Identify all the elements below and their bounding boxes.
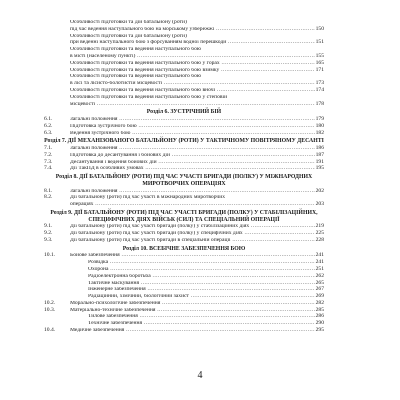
toc-entry bbox=[44, 74, 324, 81]
toc-entry-title: під час ведення наступального бою на морському узбережжі ..... bbox=[70, 27, 315, 33]
page-number: 4 bbox=[197, 370, 203, 381]
toc-entry-page: 265 bbox=[315, 279, 324, 286]
toc-entry-title: Підготовка зустрічного бою ..... bbox=[70, 124, 315, 130]
toc-entry-title: Особливості підготовки та ведення наступального бою у степовій bbox=[70, 94, 228, 100]
toc-entry-title: Особливості підготовки та ведення наступального бою взимку ..... bbox=[70, 68, 315, 74]
toc-entry-page: 228 bbox=[315, 236, 324, 243]
toc-entry-page: 285 bbox=[315, 306, 324, 313]
toc-entry-title: Дії ТакПД в особливих умовах ..... bbox=[70, 166, 315, 172]
toc-entry-number: 10.2. bbox=[44, 299, 56, 306]
toc-entry bbox=[44, 267, 324, 274]
toc-entry bbox=[44, 321, 324, 328]
toc-entry-title: Інженерне забезпечення ..... bbox=[88, 287, 315, 293]
section-heading: Розділ 9. ДІЇ БАТАЛЬЙОНУ (РОТИ) ПІД ЧАС УЧАСТІ БРИГАДИ (ПОЛКУ) У СТАБІЛІЗАЦІЙНИХ, СПЕЦИФІЧНИХ ДІЯХ ВІЙСЬК (СИЛ) ТА СПЕЦІАЛЬНИЙ ОПЕРАЦІЇ bbox=[50, 209, 318, 223]
toc-entry-title: Десантування і ведення бойових дій ..... bbox=[70, 160, 315, 166]
toc-entry-title: при веденні наступального бою з форсуванням водної перешкоди ..... bbox=[70, 40, 315, 46]
toc-entry-title: Особливості підготовки та дій батальйону (роти) bbox=[70, 33, 187, 39]
toc-entry-page: 219 bbox=[315, 223, 324, 230]
toc-entry-page: 182 bbox=[315, 129, 324, 136]
toc-entry-number: 7.1. bbox=[44, 145, 53, 152]
toc-entry-page: 187 bbox=[315, 151, 324, 158]
toc-entry-title: Загальні положення ..... bbox=[70, 146, 315, 152]
toc-entry bbox=[44, 281, 324, 288]
toc-entry-page: 173 bbox=[315, 80, 324, 87]
toc-entry-page: 202 bbox=[315, 187, 324, 194]
toc-entry-page: 251 bbox=[315, 265, 324, 272]
toc-entry-page: 203 bbox=[315, 201, 324, 208]
toc-entry-page: 151 bbox=[315, 39, 324, 46]
toc-entry-page: 282 bbox=[315, 299, 324, 306]
toc-entry bbox=[44, 202, 324, 209]
toc-entry bbox=[44, 27, 324, 34]
section-heading: Розділ 10. ВСЕБІЧНЕ ЗАБЕЗПЕЧЕННЯ БОЮ bbox=[122, 245, 246, 252]
toc-entry-title: Загальні положення ..... bbox=[70, 189, 315, 195]
toc-entry bbox=[44, 20, 324, 27]
toc-entry-page: 225 bbox=[315, 230, 324, 237]
toc-entry-title: Особливості підготовки та ведення наступального бою вночі ..... bbox=[70, 88, 315, 94]
toc-entry-number: 10.1. bbox=[44, 252, 56, 259]
toc-entry-page: 178 bbox=[315, 100, 324, 107]
toc-entry-page: 290 bbox=[315, 320, 324, 327]
toc-entry bbox=[44, 102, 324, 109]
toc-entry-page: 269 bbox=[315, 293, 324, 300]
toc-entry bbox=[44, 314, 324, 321]
section-heading: Розділ 6. ЗУСТРІЧНИЙ БІЙ bbox=[146, 109, 222, 116]
toc-entry bbox=[44, 117, 324, 124]
toc-entry-page: 295 bbox=[315, 327, 324, 334]
toc-entry-number: 6.2. bbox=[44, 122, 53, 129]
toc-entry-number: 8.1. bbox=[44, 187, 53, 194]
toc-entry bbox=[44, 328, 324, 335]
toc-entry bbox=[44, 146, 324, 153]
toc-entry-title: Особливості підготовки та ведення наступального бою bbox=[70, 74, 202, 80]
toc-entry-number: 9.3. bbox=[44, 236, 53, 243]
toc-entry-page: 179 bbox=[315, 116, 324, 123]
toc-entry-title: Бойове забезпечення ..... bbox=[70, 253, 315, 259]
toc-entry-title: Особливості підготовки та ведення наступального бою bbox=[70, 47, 202, 53]
section-heading: Розділ 8. ДІЇ БАТАЛЬЙОНУ (РОТИ) ПІД ЧАС УЧАСТІ БРИГАДИ (ПОЛКУ) У МІЖНАРОДНИХ МИРОТВОРЧИХ ОПЕРАЦІЯХ bbox=[55, 174, 313, 187]
toc-entry-title: Підготовка до десантування і бойових дій ..... bbox=[70, 153, 315, 159]
table-of-contents bbox=[44, 20, 324, 335]
toc-entry bbox=[44, 287, 324, 294]
toc-entry bbox=[44, 166, 324, 173]
toc-entry-page: 165 bbox=[315, 59, 324, 66]
toc-entry bbox=[44, 88, 324, 95]
section-heading: Розділ 7. ДІЇ МЕХАНІЗОВАНОГО БАТАЛЬЙОНУ (РОТИ) У ТАКТИЧНОМУ ПОВІТРЯНОМУ ДЕСАНТІ bbox=[44, 138, 324, 145]
toc-entry-title: Медичне забезпечення ..... bbox=[70, 328, 315, 334]
toc-entry-title: Дії батальйону (роти) під час участі бригади (полку) у стабілізаційних діях ..... bbox=[70, 224, 315, 230]
toc-entry-title: Тактичне маскування ..... bbox=[88, 281, 315, 287]
toc-entry-title: Технічне забезпечення ..... bbox=[88, 321, 315, 327]
toc-entry-page: 191 bbox=[315, 158, 324, 165]
toc-entry-number: 8.2. bbox=[44, 194, 53, 201]
toc-entry-page: 186 bbox=[315, 145, 324, 152]
toc-entry-page: 241 bbox=[315, 259, 324, 266]
toc-entry-title: в місті (населеному пункті) ..... bbox=[70, 54, 315, 60]
toc-entry-page: 174 bbox=[315, 86, 324, 93]
toc-entry bbox=[44, 301, 324, 308]
toc-entry-number: 7.4. bbox=[44, 165, 53, 172]
toc-entry bbox=[44, 308, 324, 315]
toc-entry-title: Радіаційний, хімічний, біологічний захист ..... bbox=[88, 294, 315, 300]
toc-entry-number: 10.4. bbox=[44, 327, 56, 334]
toc-entry bbox=[44, 153, 324, 160]
toc-entry bbox=[44, 195, 324, 202]
toc-entry-title: Тилове забезпечення ..... bbox=[88, 314, 315, 320]
toc-entry bbox=[44, 253, 324, 260]
toc-entry-page: 241 bbox=[315, 252, 324, 259]
toc-entry-number: 6.1. bbox=[44, 116, 53, 123]
toc-entry-title: операціях ..... bbox=[70, 202, 315, 208]
toc-entry-page: 150 bbox=[315, 25, 324, 32]
toc-entry-title: Ведення зустрічного бою ..... bbox=[70, 131, 315, 137]
toc-entry bbox=[44, 95, 324, 102]
toc-entry-page: 171 bbox=[315, 66, 324, 73]
toc-entry-number: 10.3. bbox=[44, 306, 56, 313]
toc-entry bbox=[44, 224, 324, 231]
toc-entry bbox=[44, 238, 324, 245]
toc-entry bbox=[44, 47, 324, 54]
toc-entry-number: 6.3. bbox=[44, 129, 53, 136]
toc-entry-page: 286 bbox=[315, 313, 324, 320]
toc-entry bbox=[44, 274, 324, 281]
toc-entry-title: Дії батальйону (роти) під час участі бригади в спеціальній операції ..... bbox=[70, 238, 315, 244]
toc-entry bbox=[44, 189, 324, 196]
toc-entry-page: 180 bbox=[315, 122, 324, 129]
toc-entry-title: в лісі та лісисто-болотистій місцевості ..... bbox=[70, 81, 315, 87]
toc-entry-number: 7.3. bbox=[44, 158, 53, 165]
toc-entry-page: 195 bbox=[315, 165, 324, 172]
toc-entry-title: місцевості ..... bbox=[70, 102, 315, 108]
toc-entry-number: 9.1. bbox=[44, 223, 53, 230]
toc-entry bbox=[44, 81, 324, 88]
toc-entry bbox=[44, 231, 324, 238]
toc-entry bbox=[44, 40, 324, 47]
toc-entry bbox=[44, 61, 324, 68]
toc-entry bbox=[44, 294, 324, 301]
toc-entry-number: 9.2. bbox=[44, 230, 53, 237]
toc-entry-page: 155 bbox=[315, 52, 324, 59]
toc-entry-page: 262 bbox=[315, 272, 324, 279]
toc-entry-page: 267 bbox=[315, 286, 324, 293]
toc-entry-title: Дії батальйону (роти) під час участі в міжнародних миротворчих bbox=[70, 195, 225, 201]
toc-entry-title: Матеріально-технічне забезпечення ..... bbox=[70, 308, 315, 314]
toc-entry bbox=[44, 260, 324, 267]
toc-entry bbox=[44, 124, 324, 131]
toc-entry-title: Морально-психологічне забезпечення ..... bbox=[70, 301, 315, 307]
toc-entry-title: Розвідка ..... bbox=[88, 260, 315, 266]
toc-entry bbox=[44, 68, 324, 75]
toc-entry-title: Особливості підготовки та дій батальйону (роти) bbox=[70, 20, 187, 25]
toc-entry bbox=[44, 34, 324, 41]
toc-entry bbox=[44, 54, 324, 61]
toc-entry bbox=[44, 160, 324, 167]
toc-entry-title: Загальні положення ..... bbox=[70, 117, 315, 123]
toc-entry-title: Радіоелектронна боротьба ..... bbox=[88, 274, 315, 280]
toc-entry-number: 7.2. bbox=[44, 151, 53, 158]
toc-entry bbox=[44, 131, 324, 138]
toc-entry-title: Особливості підготовки та ведення наступального бою у горах ..... bbox=[70, 61, 315, 67]
toc-entry-title: Охорона ..... bbox=[88, 267, 315, 273]
toc-entry-title: Дії батальйону (роти) під час участі бригади (полку) у специфічних діях ..... bbox=[70, 231, 315, 237]
